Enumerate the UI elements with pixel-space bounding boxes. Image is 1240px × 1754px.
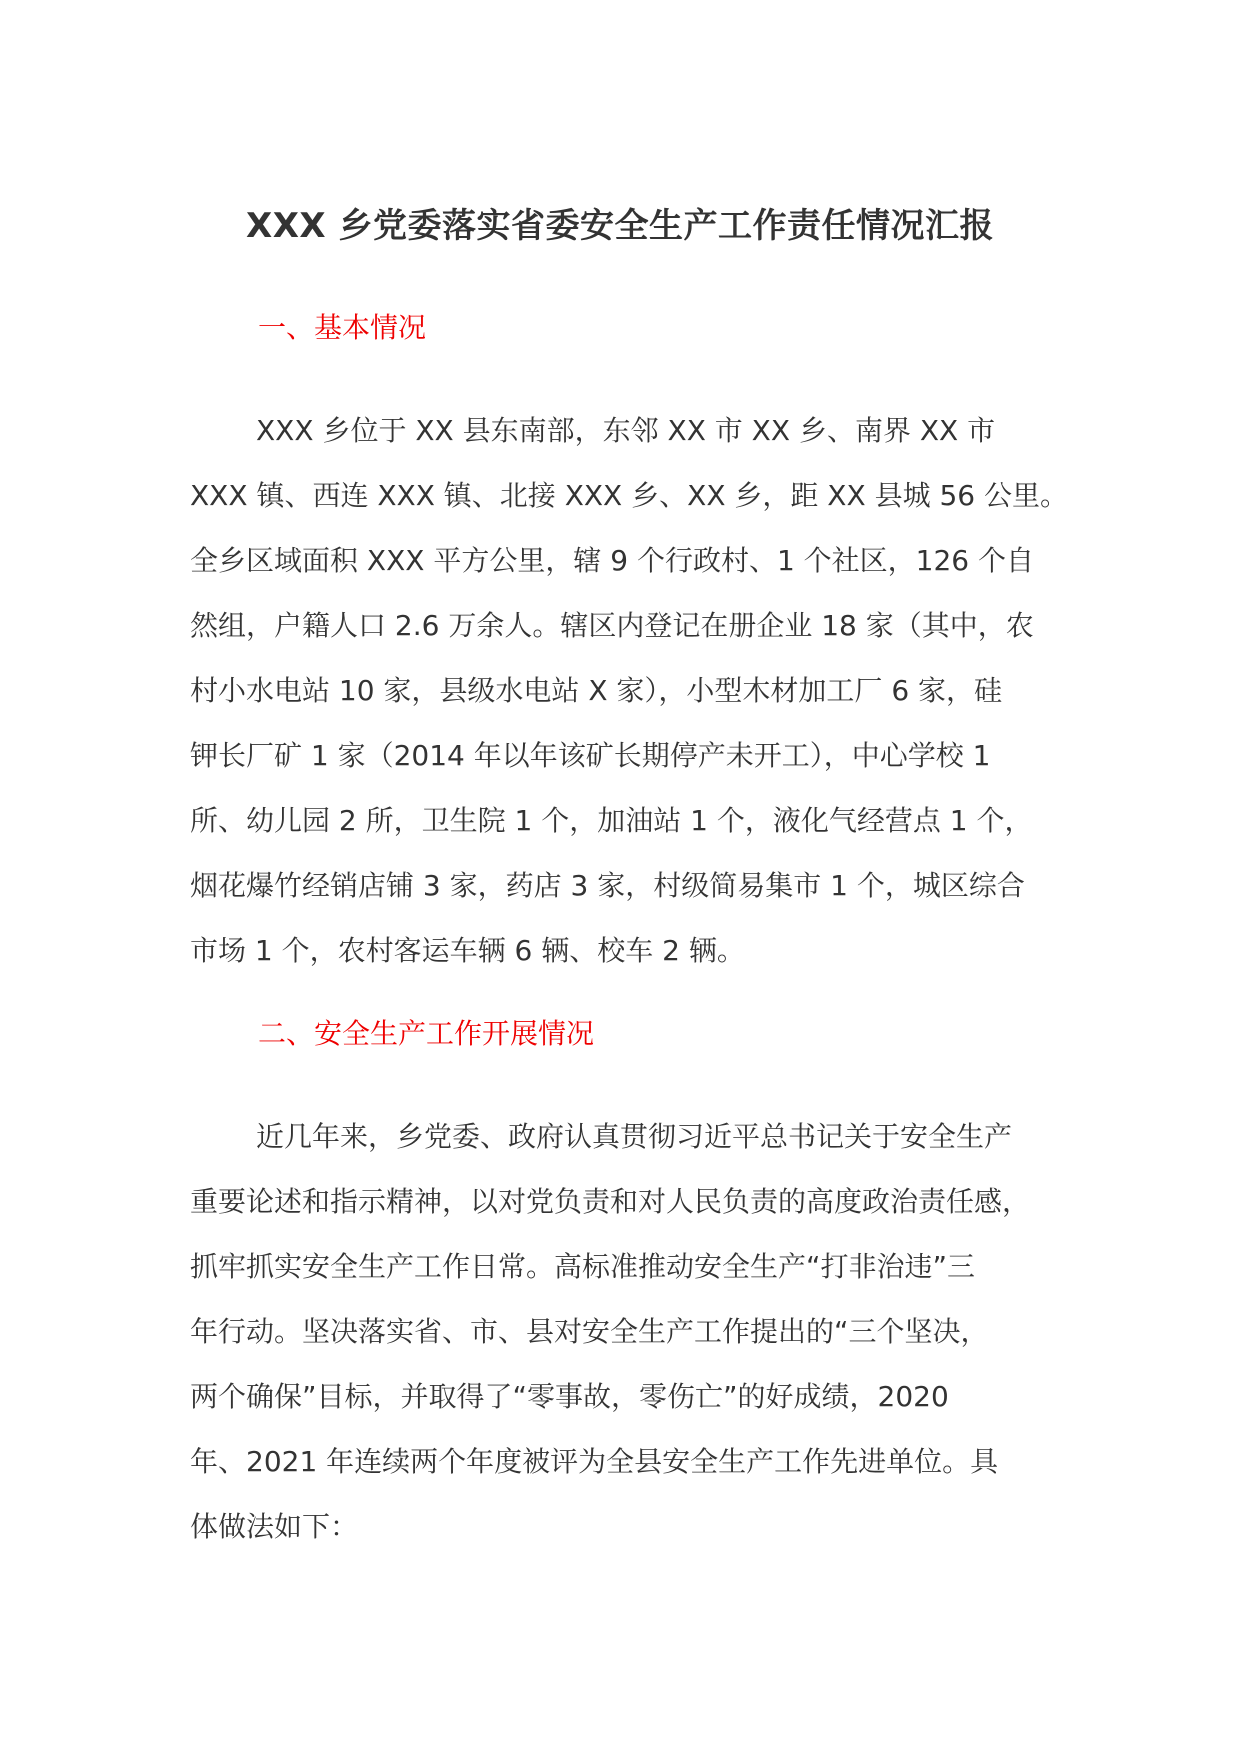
paragraph-line: 全乡区域面积 XXX 平方公里，辖 9 个行政村、1 个社区，126 个自: [190, 544, 1035, 577]
document-title: XXX 乡党委落实省委安全生产工作责任情况汇报: [246, 206, 994, 246]
paragraph-line: 抓牢抓实安全生产工作日常。高标准推动安全生产“打非治违”三: [190, 1250, 976, 1283]
paragraph-basic-info: [190, 398, 1068, 983]
paragraph-safety-work: [190, 1104, 1060, 1559]
paragraph-line: 村小水电站 10 家，县级水电站 X 家），小型木材加工厂 6 家，硅: [190, 674, 1003, 707]
section-heading-safety-work: 二、安全生产工作开展情况: [258, 1017, 595, 1050]
paragraph-line: XXX 乡位于 XX 县东南部，东邻 XX 市 XX 乡、南界 XX 市: [256, 414, 996, 447]
section-heading-basic-info: 一、基本情况: [258, 311, 427, 344]
paragraph-line: 重要论述和指示精神，以对党负责和对人民负责的高度政治责任感，: [190, 1185, 1031, 1218]
paragraph-line: 体做法如下：: [190, 1510, 359, 1543]
paragraph-line: 所、幼儿园 2 所，卫生院 1 个，加油站 1 个，液化气经营点 1 个，: [190, 804, 1033, 837]
paragraph-line: XXX 镇、西连 XXX 镇、北接 XXX 乡、XX 乡，距 XX 县城 56 公里。: [190, 479, 1068, 512]
paragraph-line: 年行动。坚决落实省、市、县对安全生产工作提出的“三个坚决，: [190, 1315, 989, 1348]
paragraph-line: 近几年来，乡党委、政府认真贯彻习近平总书记关于安全生产: [256, 1120, 1013, 1153]
paragraph-line: 市场 1 个，农村客运车辆 6 辆、校车 2 辆。: [190, 934, 745, 967]
paragraph-line: 烟花爆竹经销店铺 3 家，药店 3 家，村级简易集市 1 个，城区综合: [190, 869, 1025, 902]
paragraph-line: 年、2021 年连续两个年度被评为全县安全生产工作先进单位。具: [190, 1445, 999, 1478]
paragraph-line: 然组，户籍人口 2.6 万余人。辖区内登记在册企业 18 家（其中，农: [190, 609, 1034, 642]
paragraph-line: 钾长厂矿 1 家（2014 年以年该矿长期停产未开工），中心学校 1: [190, 739, 991, 772]
paragraph-line: 两个确保”目标，并取得了“零事故，零伤亡”的好成绩，2020: [190, 1380, 949, 1413]
